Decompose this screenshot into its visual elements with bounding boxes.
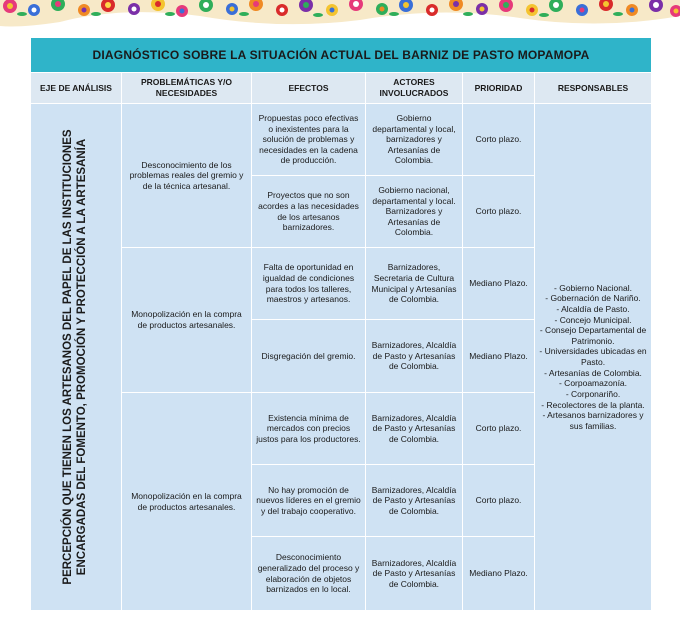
decorative-floral-banner: [0, 0, 680, 32]
actors-cell: Gobierno departamental y local, barnizadores y Artesanías de Colombia.: [366, 104, 463, 176]
responsable-item: - Corpoamazonía.: [558, 378, 628, 389]
header-efectos: EFECTOS: [252, 73, 366, 104]
effect-cell: Falta de oportunidad en igualdad de condiciones para todos los talleres, maestros y artesanos.: [252, 248, 366, 320]
responsable-item: - Universidades ubicadas en Pasto.: [539, 346, 647, 367]
problem-cell: Desconocimiento de los problemas reales del gremio y de la técnica artesanal.: [122, 104, 252, 248]
responsables-cell: [535, 104, 652, 611]
actors-cell: Barnizadores, Alcaldía de Pasto y Artesanías de Colombia.: [366, 465, 463, 537]
axis-cell: [31, 104, 122, 611]
floral-pattern-image: [0, 0, 680, 32]
effect-cell: Propuestas poco efectivas o inexistentes para la solución de problemas y necesidades en la cadena de producción.: [252, 104, 366, 176]
responsable-item: - Gobierno Nacional.: [554, 282, 632, 293]
actors-cell: Barnizadores, Alcaldía de Pasto y Artesanías de Colombia.: [366, 320, 463, 393]
priority-cell: Corto plazo.: [463, 393, 535, 465]
responsable-item: - Artesanos barnizadores y sus familias.: [542, 410, 644, 431]
actors-cell: Barnizadores, Alcaldía de Pasto y Artesanías de Colombia.: [366, 537, 463, 611]
effect-cell: Disgregación del gremio.: [252, 320, 366, 393]
axis-label: PERCEPCIÓN QUE TIENEN LOS ARTESANOS DEL PAPEL DE LAS INSTITUCIONES ENCARGADAS DEL FOMENTO, PROMOCIÓN Y PROTECCIÓN A LA ARTESANÍA: [62, 129, 88, 585]
effect-cell: Proyectos que no son acordes a las necesidades de los artesanos barnizadores.: [252, 176, 366, 248]
header-eje: EJE DE ANÁLISIS: [31, 73, 122, 104]
priority-cell: Corto plazo.: [463, 104, 535, 176]
header-prioridad: PRIORIDAD: [463, 73, 535, 104]
responsable-item: - Concejo Municipal.: [554, 314, 632, 325]
diagnosis-table: [30, 37, 652, 611]
header-actores: ACTORES INVOLUCRADOS: [366, 73, 463, 104]
actors-cell: Barnizadores, Secretaria de Cultura Municipal y Artesanías de Colombia.: [366, 248, 463, 320]
responsable-item: - Alcaldía de Pasto.: [556, 303, 630, 314]
priority-cell: Mediano Plazo.: [463, 537, 535, 611]
responsable-item: - Consejo Departamental de Patrimonio.: [539, 325, 647, 346]
responsable-item: - Gobernación de Nariño.: [545, 293, 641, 304]
effect-cell: Existencia mínima de mercados con precios justos para los productores.: [252, 393, 366, 465]
effect-cell: Desconocimiento generalizado del proceso y elaboración de objetos barnizados en lo local.: [252, 537, 366, 611]
table-title: DIAGNÓSTICO SOBRE LA SITUACIÓN ACTUAL DEL BARNIZ DE PASTO MOPAMOPA: [31, 38, 652, 73]
responsable-item: - Artesanías de Colombia.: [544, 367, 642, 378]
priority-cell: Corto plazo.: [463, 176, 535, 248]
responsable-item: - Recolectores de la planta.: [541, 399, 645, 410]
priority-cell: Mediano Plazo.: [463, 248, 535, 320]
effect-cell: No hay promoción de nuevos líderes en el gremio y del trabajo cooperativo.: [252, 465, 366, 537]
header-responsables: RESPONSABLES: [535, 73, 652, 104]
responsable-item: - Corponariño.: [565, 388, 621, 399]
priority-cell: Mediano Plazo.: [463, 320, 535, 393]
problem-cell: Monopolización en la compra de productos artesanales.: [122, 248, 252, 393]
problem-cell: Monopolización en la compra de productos artesanales.: [122, 393, 252, 611]
priority-cell: Corto plazo.: [463, 465, 535, 537]
actors-cell: Gobierno nacional, departamental y local. Barnizadores y Artesanías de Colombia.: [366, 176, 463, 248]
header-problematicas: PROBLEMÁTICAS Y/O NECESIDADES: [122, 73, 252, 104]
actors-cell: Barnizadores, Alcaldía de Pasto y Artesanías de Colombia.: [366, 393, 463, 465]
